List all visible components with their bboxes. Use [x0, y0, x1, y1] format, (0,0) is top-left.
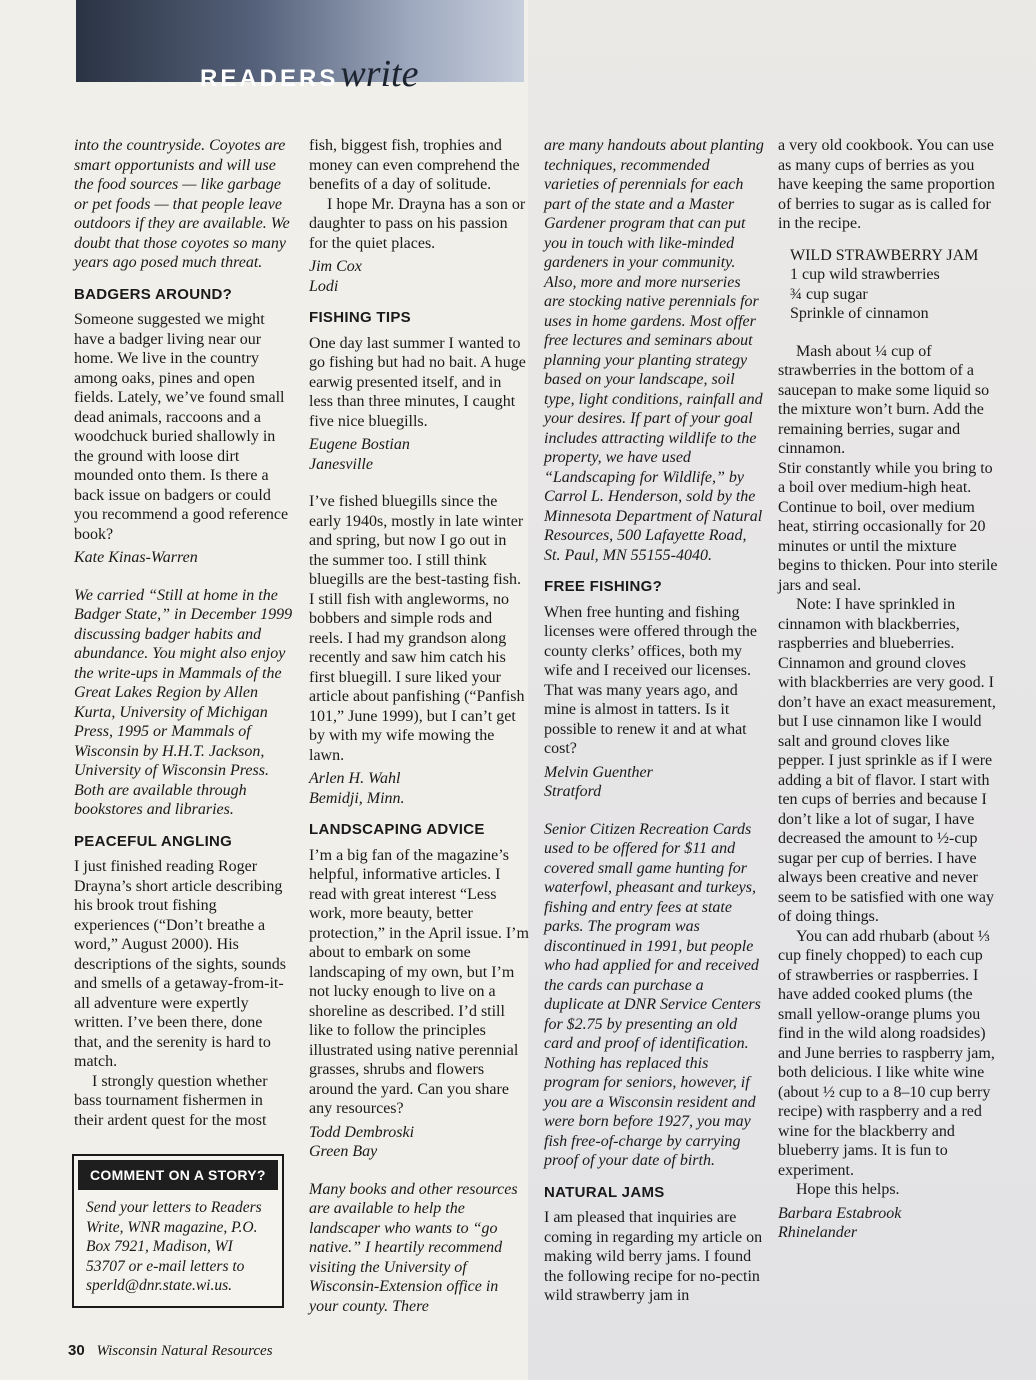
recipe-title: WILD STRAWBERRY JAM	[790, 246, 979, 264]
free-fishing-signature-place: Stratford	[544, 783, 602, 800]
heading-fishing-tips: FISHING TIPS	[309, 309, 411, 326]
heading-landscaping-advice: LANDSCAPING ADVICE	[309, 821, 485, 838]
earwig-signature-name: Eugene Bostian	[309, 436, 410, 453]
jams-signature-place: Rhinelander	[778, 1224, 858, 1241]
column-4	[778, 136, 998, 1243]
recipe-ingredient: ¾ cup sugar	[790, 285, 868, 303]
coyote-reply-continued: into the countryside. Coyotes are smart opportunists and will use the food sources — like garbage or pet foods — that people leave outdoors if they are available. We doubt that those coyotes so many years ago posed much threat.	[74, 137, 290, 271]
section-masthead	[200, 52, 419, 95]
earwig-signature-place: Janesville	[309, 455, 373, 473]
recipe-variations: You can add rhubarb (about ⅓ cup finely chopped) to each cup of strawberries or raspberries. I have added cooked plums (the small yellow-orange plums you find in the wild along roadsides) and June berries to raspberry jam, both delicious. I like white wine (about ½ cup to a 8–10 cup berry recipe) with raspberry and a red wine for the blackberry and blueberry jams. It is fun to experiment.	[778, 927, 995, 1179]
jams-letter-continued: a very old cookbook. You can use as many cups of berries as you have keeping the same proportion of berries to sugar as is called for in the recipe.	[778, 137, 995, 232]
column-3	[544, 136, 764, 1306]
angling-letter-p1: I just finished reading Roger Drayna’s short article describing his brook trout fishing experiences (“Don’t breathe a word,” August 2000). His descriptions of the sights, sounds and smells of a getaway-from-it-all adventure were expertly written. I’ve been there, done that, and the serenity is hard to match.	[74, 858, 286, 1070]
recipe-ingredient: Sprinkle of cinnamon	[790, 305, 929, 322]
angling-letter-closing: I hope Mr. Drayna has a son or daughter to pass on his passion for the quiet places.	[309, 195, 526, 252]
page-number: 30	[68, 1342, 85, 1359]
bluegill-letter: I’ve fished bluegills since the early 1940s, mostly in late winter and spring, but now I go out in the summer too. I still think bluegills are the best-tasting fish. I still fish with angleworms, no bobbers and simple rods and reels. I had my grandson along recently and saw him catch his first bluegill. I sure liked your article about panfishing (“Panfish 101,” June 1999), but I can’t get by with my wife mowing the lawn.	[309, 493, 525, 764]
badgers-signature: Kate Kinas-Warren	[74, 549, 198, 566]
earwig-letter: One day last summer I wanted to go fishing but had no bait. A huge earwig presented itself, and in less than three minutes, I caught five nice bluegills.	[309, 334, 526, 430]
column-2	[309, 136, 529, 1316]
comment-box-title: COMMENT ON A STORY?	[78, 1160, 278, 1190]
badgers-reply: We carried “Still at home in the Badger State,” in December 1999 discussing badger habits and abundance. You might also enjoy the write-ups in Mammals of the Great Lakes Region by Allen Kurta, University of Michigan Press, 1995 or Mammals of Wisconsin by H.H.T. Jackson, University of Wisconsin Press. Both are available through bookstores and libraries.	[74, 586, 293, 818]
recipe-step-1: Mash about ¼ cup of strawberries in the bottom of a saucepan to make some liquid so the mixture won’t burn. Add the remaining berries, sugar and cinnamon.	[778, 342, 990, 457]
angling-signature-name: Jim Cox	[309, 258, 362, 275]
free-fishing-signature-name: Melvin Guenther	[544, 763, 653, 781]
angling-signature-place: Lodi	[309, 277, 339, 295]
jams-letter: I am pleased that inquiries are coming in regarding my article on making wild berry jams. I found the following recipe for no-pectin wild strawberry jam in	[544, 1209, 763, 1304]
landscaping-reply: Many books and other resources are available to help the landscaper who wants to “go native.” I heartily recommend visiting the University of Wisconsin-Extension office in your county. There	[309, 1180, 518, 1315]
bluegill-signature-name: Arlen H. Wahl	[309, 770, 401, 787]
recipe-block	[790, 246, 998, 324]
free-fishing-reply: Senior Citizen Recreation Cards used to be offered for $11 and covered small game hunting for waterfowl, pheasant and turkeys, fishing and entry fees at state parks. The program was discontinued in 1991, but people who had applied for and received the cards can purchase a duplicate at DNR Service Centers for $2.75 by presenting an old card and proof of identification. Nothing has replaced this program for seniors, however, if you are a Wisconsin resident and were born before 1927, you may fish free-of-charge by carrying proof of your date of birth.	[544, 820, 761, 1169]
column-1	[74, 136, 294, 1130]
masthead-readers: READERS	[200, 65, 339, 92]
badgers-letter: Someone suggested we might have a badger living near our home. We live in the country among oaks, pines and open fields. Lately, we’ve found small dead animals, raccoons and a woodchuck buried shallowly in the ground with loose dirt mounded onto them. Is there a back issue on badgers or could you recommend a good reference book?	[74, 311, 289, 543]
bluegill-signature-place: Bemidji, Minn.	[309, 789, 405, 807]
free-fishing-letter: When free hunting and fishing licenses were offered through the county clerks’ offices, both my wife and I received our licenses. That was many years ago, and mine is almost in tatters. Is it possible to renew it and at what cost?	[544, 603, 757, 757]
comment-box-body: Send your letters to Readers Write, WNR magazine, P.O. Box 7921, Madison, WI 53707 or e-mail letters to sperld@dnr.state.wi.us.	[86, 1199, 262, 1294]
recipe-step-2: Stir constantly while you bring to a boil over medium-high heat. Continue to boil, over medium heat, stirring occasionally for 20 minutes or until the mixture begins to thicken. Pour into sterile jars and seal.	[778, 459, 998, 594]
angling-letter-continued: fish, biggest fish, trophies and money can even comprehend the benefits of a day of solitude.	[309, 137, 520, 193]
page-footer	[68, 1342, 273, 1360]
heading-free-fishing: FREE FISHING?	[544, 578, 663, 595]
masthead-write: write	[340, 53, 419, 95]
jams-closing: Hope this helps.	[796, 1181, 900, 1198]
angling-letter-p2: I strongly question whether bass tournament fishermen in their ardent quest for the most	[74, 1072, 268, 1129]
heading-natural-jams: NATURAL JAMS	[544, 1183, 665, 1201]
landscaping-signature-place: Green Bay	[309, 1143, 378, 1160]
heading-peaceful-angling: PEACEFUL ANGLING	[74, 832, 233, 850]
landscaping-signature-name: Todd Dembroski	[309, 1123, 415, 1141]
comment-box	[72, 1154, 284, 1308]
heading-badgers-around: BADGERS AROUND?	[74, 285, 233, 303]
recipe-note: Note: I have sprinkled in cinnamon with blackberries, raspberries and blueberries. Cinnamon and ground cloves with blackberries are very good. I don’t have an exact measurement, but I use cinnamon like I would salt and ground cloves like pepper. I just sprinkle as if I were adding a bit of flavor. I start with ten cups of berries and because I don’t like a lot of sugar, I have decreased the amount to ½-cup sugar per cup of berries. I have always been creative and never seem to be satisfied with one way of doing things.	[778, 596, 996, 925]
jams-signature-name: Barbara Estabrook	[778, 1204, 902, 1222]
landscaping-letter: I’m a big fan of the magazine’s helpful, informative articles. I read with great interest “Less work, more beauty, better protection,” in the April issue. I’m about to embark on some landscaping of my own, but I’m not lucky enough to live on a shoreline as described. I’d still like to follow the principles illustrated using native perennial grasses, shrubs and flowers around the yard. Can you share any resources?	[309, 846, 529, 1117]
landscaping-reply-continued: are many handouts about planting techniques, recommended varieties of perennials for each part of the state and a Master Gardener program that can put you in touch with like-minded gardeners in your community. Also, more and more nurseries are stocking native perennials for uses in home gardens. Most offer free lectures and seminars about planning your planting strategy based on your landscape, soil type, light conditions, rainfall and your desires. If part of your goal includes attracting wildlife to the property, we have used “Landscaping for Wildlife,” by Carrol L. Henderson, sold by the Minnesota Department of Natural Resources, 500 Lafayette Road, St. Paul, MN 55155-4040.	[544, 137, 764, 564]
magazine-name: Wisconsin Natural Resources	[96, 1343, 273, 1359]
recipe-ingredient: 1 cup wild strawberries	[790, 266, 940, 283]
